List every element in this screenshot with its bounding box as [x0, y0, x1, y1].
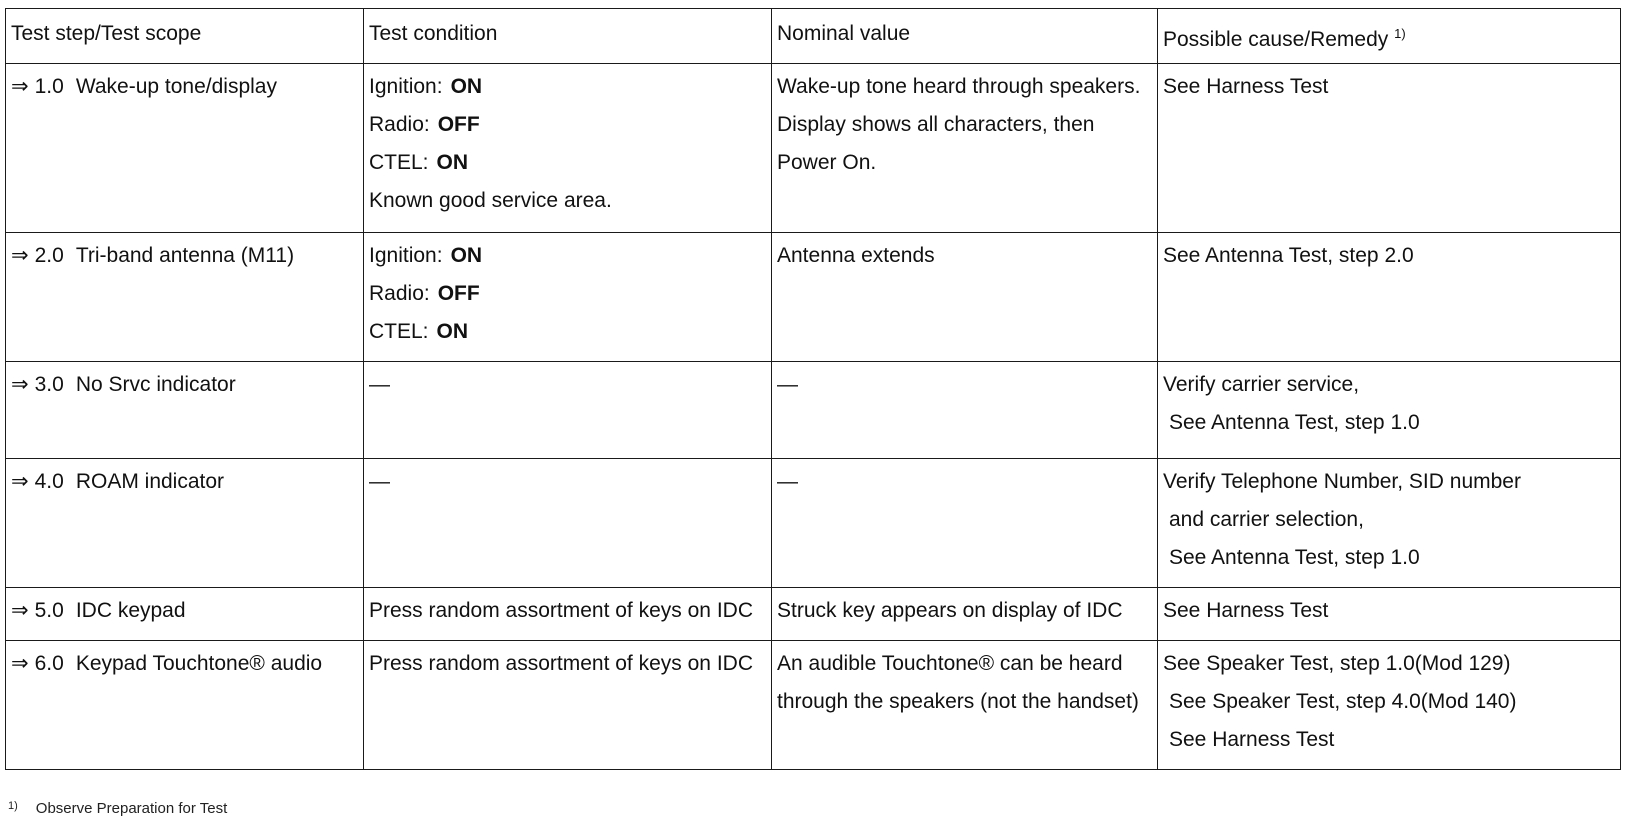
table-row	[6, 459, 1621, 588]
step-number: 6.0	[34, 652, 64, 675]
remedy-line: See Harness Test	[1163, 599, 1329, 622]
cell-nominal-value	[772, 588, 1158, 641]
condition-value: OFF	[437, 282, 480, 305]
condition-line	[369, 366, 763, 404]
nominal-line: Wake-up tone heard through speakers.	[777, 75, 1141, 98]
nominal-line: Struck key appears on display of IDC	[777, 599, 1123, 622]
condition-label: Known good service area.	[369, 189, 612, 212]
cell-test-condition	[364, 233, 772, 362]
cell-test-step	[6, 588, 364, 641]
cell-possible-cause	[1158, 64, 1621, 233]
table-header-row	[6, 9, 1621, 64]
condition-label: CTEL:	[369, 320, 429, 343]
condition-label: Press random assortment of keys on IDC	[369, 599, 753, 622]
nominal-line: Power On.	[777, 151, 877, 174]
header-nominal-value: Nominal value	[772, 9, 1158, 64]
remedy-line: See Antenna Test, step 1.0	[1169, 546, 1420, 569]
condition-value: ON	[450, 75, 483, 98]
condition-label: —	[369, 373, 390, 396]
condition-line	[369, 106, 763, 144]
cell-test-step	[6, 64, 364, 233]
table-row	[6, 588, 1621, 641]
cell-possible-cause	[1158, 641, 1621, 770]
condition-value: ON	[450, 244, 483, 267]
table-row	[6, 362, 1621, 459]
remedy-line: Verify Telephone Number, SID number	[1163, 470, 1521, 493]
footnote	[8, 800, 227, 817]
remedy-line: See Harness Test	[1163, 75, 1329, 98]
step-number: 4.0	[34, 470, 64, 493]
condition-line	[369, 592, 763, 630]
header-test-step: Test step/Test scope	[6, 9, 364, 64]
remedy-line: See Speaker Test, step 4.0(Mod 140)	[1169, 690, 1517, 713]
step-number: 2.0	[34, 244, 64, 267]
nominal-line: —	[777, 373, 798, 396]
cell-nominal-value	[772, 64, 1158, 233]
condition-label: CTEL:	[369, 151, 429, 174]
remedy-line: See Antenna Test, step 2.0	[1163, 244, 1414, 267]
step-number: 5.0	[34, 599, 64, 622]
condition-line	[369, 237, 763, 275]
cell-nominal-value	[772, 233, 1158, 362]
condition-value: ON	[436, 151, 469, 174]
condition-label: Press random assortment of keys on IDC	[369, 652, 753, 675]
step-scope: Wake-up tone/display	[75, 75, 277, 98]
cell-nominal-value	[772, 641, 1158, 770]
remedy-line: and carrier selection,	[1169, 508, 1364, 531]
cell-test-step	[6, 459, 364, 588]
remedy-line: See Speaker Test, step 1.0(Mod 129)	[1163, 652, 1511, 675]
nominal-line: through the speakers (not the handset)	[777, 690, 1139, 713]
cell-test-condition	[364, 64, 772, 233]
cell-test-condition	[364, 641, 772, 770]
table-row	[6, 64, 1621, 233]
arrow-icon: ⇒	[11, 75, 29, 98]
step-scope: No Srvc indicator	[75, 373, 236, 396]
arrow-icon: ⇒	[11, 652, 29, 675]
step-scope: IDC keypad	[75, 599, 186, 622]
cell-nominal-value	[772, 459, 1158, 588]
table-row	[6, 641, 1621, 770]
condition-line	[369, 645, 763, 683]
nominal-line: Antenna extends	[777, 244, 935, 267]
step-scope: Keypad Touchtone® audio	[75, 652, 323, 675]
nominal-line: Display shows all characters, then	[777, 113, 1095, 136]
header-footnote-marker: 1)	[1394, 26, 1406, 41]
nominal-line: —	[777, 470, 798, 493]
step-scope: ROAM indicator	[75, 470, 225, 493]
footnote-text: Observe Preparation for Test	[35, 800, 228, 817]
remedy-line: See Harness Test	[1169, 728, 1335, 751]
cell-test-condition	[364, 362, 772, 459]
cell-possible-cause	[1158, 233, 1621, 362]
cell-test-condition	[364, 588, 772, 641]
cell-test-step	[6, 362, 364, 459]
nominal-line: An audible Touchtone® can be heard	[777, 652, 1123, 675]
cell-test-step	[6, 641, 364, 770]
arrow-icon: ⇒	[11, 244, 29, 267]
cell-test-step	[6, 233, 364, 362]
header-test-condition: Test condition	[364, 9, 772, 64]
condition-value: ON	[436, 320, 469, 343]
condition-line	[369, 144, 763, 182]
cell-possible-cause	[1158, 362, 1621, 459]
test-table	[5, 8, 1621, 770]
cell-test-condition	[364, 459, 772, 588]
cell-possible-cause	[1158, 588, 1621, 641]
step-number: 3.0	[34, 373, 64, 396]
arrow-icon: ⇒	[11, 599, 29, 622]
condition-line	[369, 313, 763, 351]
condition-line	[369, 182, 763, 220]
condition-label: Ignition:	[369, 244, 443, 267]
condition-label: —	[369, 470, 390, 493]
step-scope: Tri-band antenna (M11)	[75, 244, 295, 267]
remedy-line: Verify carrier service,	[1163, 373, 1360, 396]
condition-line	[369, 275, 763, 313]
table-body	[6, 64, 1621, 770]
condition-line	[369, 463, 763, 501]
arrow-icon: ⇒	[11, 470, 29, 493]
footnote-marker: 1)	[8, 800, 18, 812]
remedy-line: See Antenna Test, step 1.0	[1169, 411, 1420, 434]
condition-label: Ignition:	[369, 75, 443, 98]
arrow-icon: ⇒	[11, 373, 29, 396]
condition-label: Radio:	[369, 282, 430, 305]
condition-value: OFF	[437, 113, 480, 136]
table-row	[6, 233, 1621, 362]
condition-line	[369, 68, 763, 106]
cell-nominal-value	[772, 362, 1158, 459]
step-number: 1.0	[34, 75, 64, 98]
cell-possible-cause	[1158, 459, 1621, 588]
header-possible-cause: Possible cause/Remedy $^{1)}$	[1158, 9, 1621, 64]
condition-label: Radio:	[369, 113, 430, 136]
